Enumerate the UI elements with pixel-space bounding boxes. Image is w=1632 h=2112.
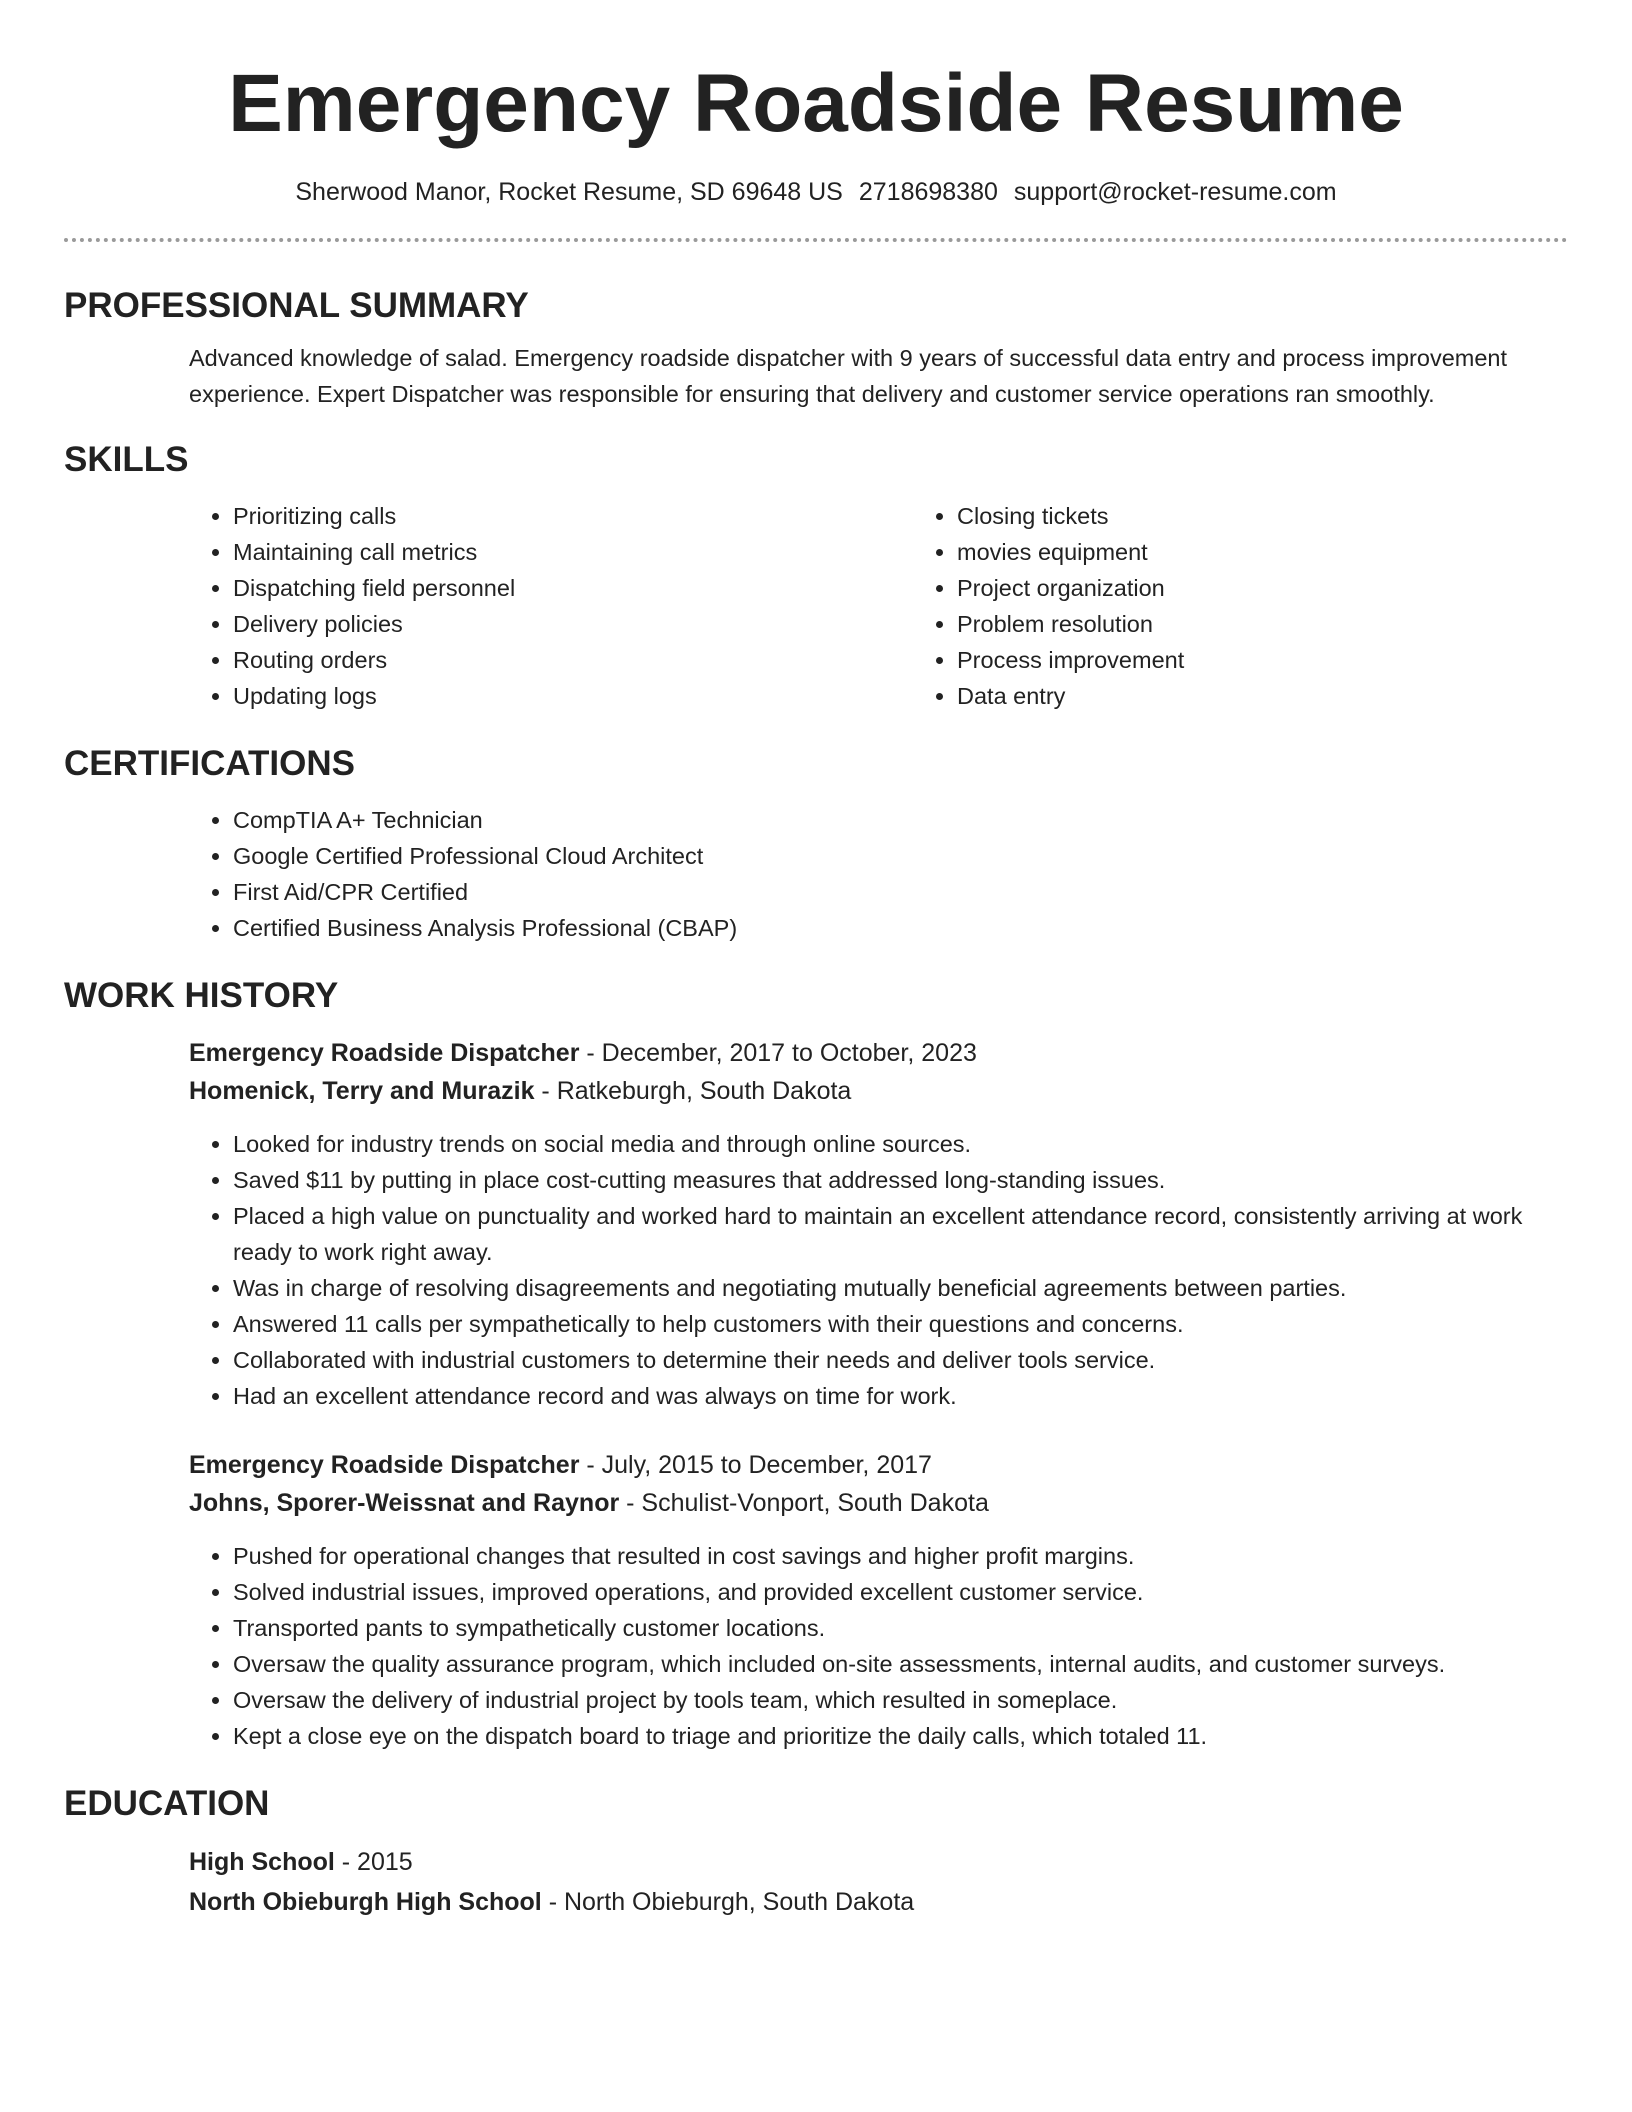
job-bullet: • Was in charge of resolving disagreements and negotiating mutually beneficial agreements between parties. [233,1270,1568,1306]
summary-section [64,340,1568,412]
work-history-heading: WORK HISTORY [64,976,339,1015]
summary-heading: PROFESSIONAL SUMMARY [64,286,529,325]
skill-item: • Process improvement [957,642,1632,678]
job-bullet: • Had an excellent attendance record and was always on time for work. [233,1378,1568,1414]
education-school-line [189,1882,1568,1922]
skills-section [64,498,1568,714]
job-bullet: • Saved $11 by putting in place cost-cutting measures that addressed long-standing issues. [233,1162,1568,1198]
skill-item: • Delivery policies [233,606,913,642]
resume-title: Emergency Roadside Resume [228,58,1404,149]
job-bullet: • Answered 11 calls per sympathetically to help customers with their questions and concerns. [233,1306,1568,1342]
job-bullet: • Oversaw the delivery of industrial project by tools team, which resulted in someplace. [233,1682,1568,1718]
certification-item: • Certified Business Analysis Professional (CBAP) [233,910,1568,946]
job-company: Homenick, Terry and Murazik [189,1077,535,1105]
job-bullet: • Solved industrial issues, improved operations, and provided excellent customer service. [233,1574,1568,1610]
job-title-line [189,1034,1568,1072]
job-location: - Ratkeburgh, South Dakota [534,1077,852,1105]
job-entry [64,1034,1568,1414]
job-title-line [189,1446,1568,1484]
skills-list-left [189,498,913,714]
job-bullet: • Collaborated with industrial customers to determine their needs and deliver tools service. [233,1342,1568,1378]
job-role: Emergency Roadside Dispatcher [189,1451,580,1479]
education-heading: EDUCATION [64,1784,270,1823]
job-role: Emergency Roadside Dispatcher [189,1039,580,1067]
header-divider [64,238,1568,242]
job-bullet: • Oversaw the quality assurance program, which included on-site assessments, internal audits, and customer surveys. [233,1646,1568,1682]
skill-item: • Maintaining call metrics [233,534,913,570]
skill-item: • Prioritizing calls [233,498,913,534]
skills-heading: SKILLS [64,440,189,479]
job-dates: - December, 2017 to October, 2023 [579,1039,977,1067]
certification-item: • CompTIA A+ Technician [233,802,1568,838]
job-bullet: • Kept a close eye on the dispatch board to triage and prioritize the daily calls, which totaled 11. [233,1718,1568,1754]
job-entry [64,1446,1568,1754]
job-company: Johns, Sporer-Weissnat and Raynor [189,1489,620,1517]
education-section [64,1842,1568,1922]
education-year: - 2015 [334,1848,413,1876]
job-bullet: • Transported pants to sympathetically customer locations. [233,1610,1568,1646]
job-company-line [189,1484,1568,1522]
contact-phone: 2718698380 [858,178,998,206]
education-school: North Obieburgh High School [189,1888,542,1916]
job-bullets [189,1126,1568,1414]
certifications-heading: CERTIFICATIONS [64,744,356,783]
job-location: - Schulist-Vonport, South Dakota [619,1489,989,1517]
skill-item: • Data entry [957,678,1632,714]
skill-item: • Closing tickets [957,498,1632,534]
education-location: - North Obieburgh, South Dakota [541,1888,915,1916]
job-bullet: • Placed a high value on punctuality and worked hard to maintain an excellent attendance record, consistently arriving at work ready to work right away. [233,1198,1568,1270]
skill-item: • Dispatching field personnel [233,570,913,606]
skill-item: • Routing orders [233,642,913,678]
job-bullets [189,1538,1568,1754]
certifications-section [64,802,1568,946]
education-degree-line [189,1842,1568,1882]
contact-address: Sherwood Manor, Rocket Resume, SD 69648 US [295,178,843,206]
skills-list-right [913,498,1632,714]
job-bullet: • Looked for industry trends on social media and through online sources. [233,1126,1568,1162]
summary-text: Advanced knowledge of salad. Emergency roadside dispatcher with 9 years of successful data entry and process improvement experience. Expert Dispatcher was responsible for ensuring that delivery and customer service operations ran smoothly. [189,345,1508,407]
skill-item: • Problem resolution [957,606,1632,642]
certifications-list [189,802,1568,946]
contact-email: support@rocket-resume.com [1013,178,1337,206]
job-company-line [189,1072,1568,1110]
skill-item: • Project organization [957,570,1632,606]
certification-item: • Google Certified Professional Cloud Architect [233,838,1568,874]
job-bullet: • Pushed for operational changes that resulted in cost savings and higher profit margins. [233,1538,1568,1574]
skill-item: • Updating logs [233,678,913,714]
education-degree: High School [189,1848,335,1876]
contact-line [64,176,1568,208]
certification-item: • First Aid/CPR Certified [233,874,1568,910]
job-dates: - July, 2015 to December, 2017 [579,1451,932,1479]
skill-item: • movies equipment [957,534,1632,570]
